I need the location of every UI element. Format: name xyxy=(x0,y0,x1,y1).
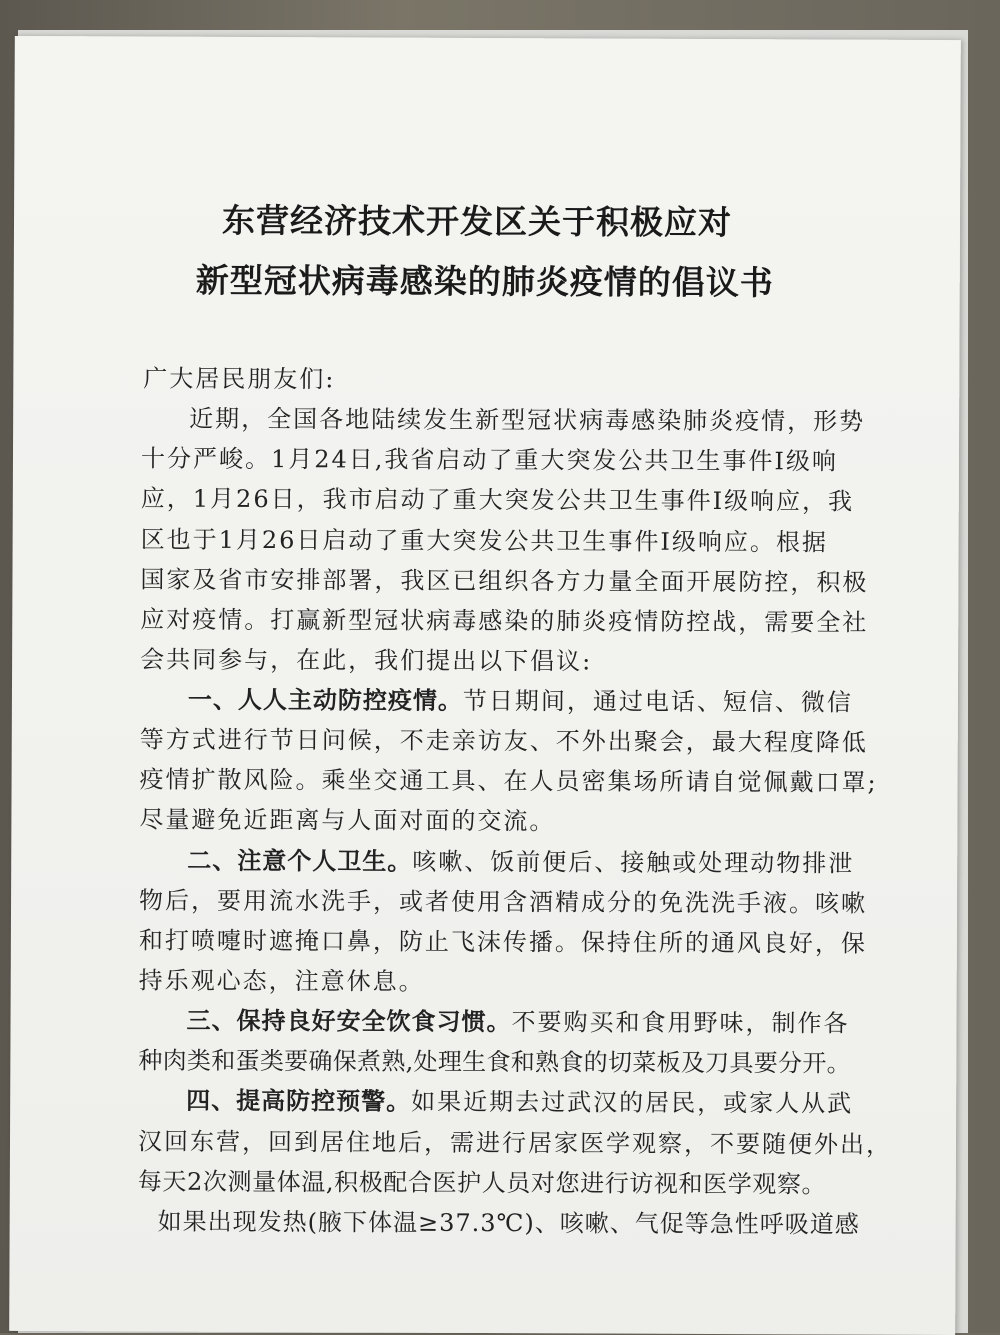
body-line: 每天2次测量体温,积极配合医护人员对您进行访视和医学观察。 xyxy=(137,1167,827,1199)
salutation: 广大居民朋友们: xyxy=(143,364,336,394)
item-3-line xyxy=(186,1001,849,1039)
body-line: 区也于1月26日启动了重大突发公共卫生事件Ⅰ级响应。根据 xyxy=(140,525,828,557)
body-line: 应对疫情。打赢新型冠状病毒感染的肺炎疫情防控战，需要全社 xyxy=(140,605,869,637)
body-line: 持乐观心态，注意休息。 xyxy=(138,966,425,996)
body-line: 汉回东营，回到居住地后，需进行居家医学观察，不要随便外出， xyxy=(137,1127,893,1159)
body-line: 如果出现发热(腋下体温≥37.3℃)、咳嗽、气促等急性呼吸道感 xyxy=(157,1207,860,1239)
body-line: 十分严峻。1月24日,我省启动了重大突发公共卫生事件Ⅰ级响 xyxy=(140,444,838,476)
body-line: 种肉类和蛋类要确保煮熟,处理生食和熟食的切菜板及刀具要分开。 xyxy=(138,1046,852,1078)
title-line-2: 新型冠状病毒感染的肺炎疫情的倡议书 xyxy=(195,260,774,303)
body-line: 应，1月26日，我市启动了重大突发公共卫生事件Ⅰ级响应，我 xyxy=(140,484,855,516)
item-1-line xyxy=(188,680,853,718)
body-line: 国家及省市安排部署，我区已组织各方力量全面开展防控，积极 xyxy=(140,565,869,597)
title-line-1: 东营经济技术开发区关于积极应对 xyxy=(221,200,733,243)
document-page xyxy=(9,36,961,1335)
body-line: 和打喷嚏时遮掩口鼻，防止飞沫传播。保持住所的通风良好，保 xyxy=(138,926,867,958)
heading-item-3: 三、保持良好安全饮食习惯。 xyxy=(186,1006,512,1037)
body-line: 等方式进行节日问候，不走亲访友、不外出聚会，最大程度降低 xyxy=(139,725,868,757)
body-line: 疫情扩散风险。乘坐交通工具、在人员密集场所请自觉佩戴口罩; xyxy=(139,765,878,797)
body-line: 近期，全国各地陆续发生新型冠状病毒感染肺炎疫情，形势 xyxy=(189,404,866,436)
body-line: 尽量避免近距离与人面对面的交流。 xyxy=(139,805,556,836)
item-2-text: 咳嗽、饭前便后、接触或处理动物排泄 xyxy=(412,847,855,878)
body-line: 会共同参与，在此，我们提出以下倡议: xyxy=(140,645,593,676)
heading-item-2: 二、注意个人卫生。 xyxy=(187,846,413,876)
item-4-text: 如果近期去过武汉的居民，或家人从武 xyxy=(411,1087,854,1118)
item-3-text: 不要购买和食用野味，制作各 xyxy=(511,1008,850,1038)
item-1-text: 节日期间，通过电话、短信、微信 xyxy=(462,686,853,717)
heading-item-4: 四、提高防控预警。 xyxy=(186,1086,412,1116)
heading-item-1: 一、人人主动防控疫情。 xyxy=(187,685,463,715)
body-line: 物后，要用流水洗手，或者使用含酒精成分的免洗洗手液。咳嗽 xyxy=(138,886,868,918)
item-4-line xyxy=(186,1081,853,1119)
item-2-line xyxy=(187,841,854,879)
